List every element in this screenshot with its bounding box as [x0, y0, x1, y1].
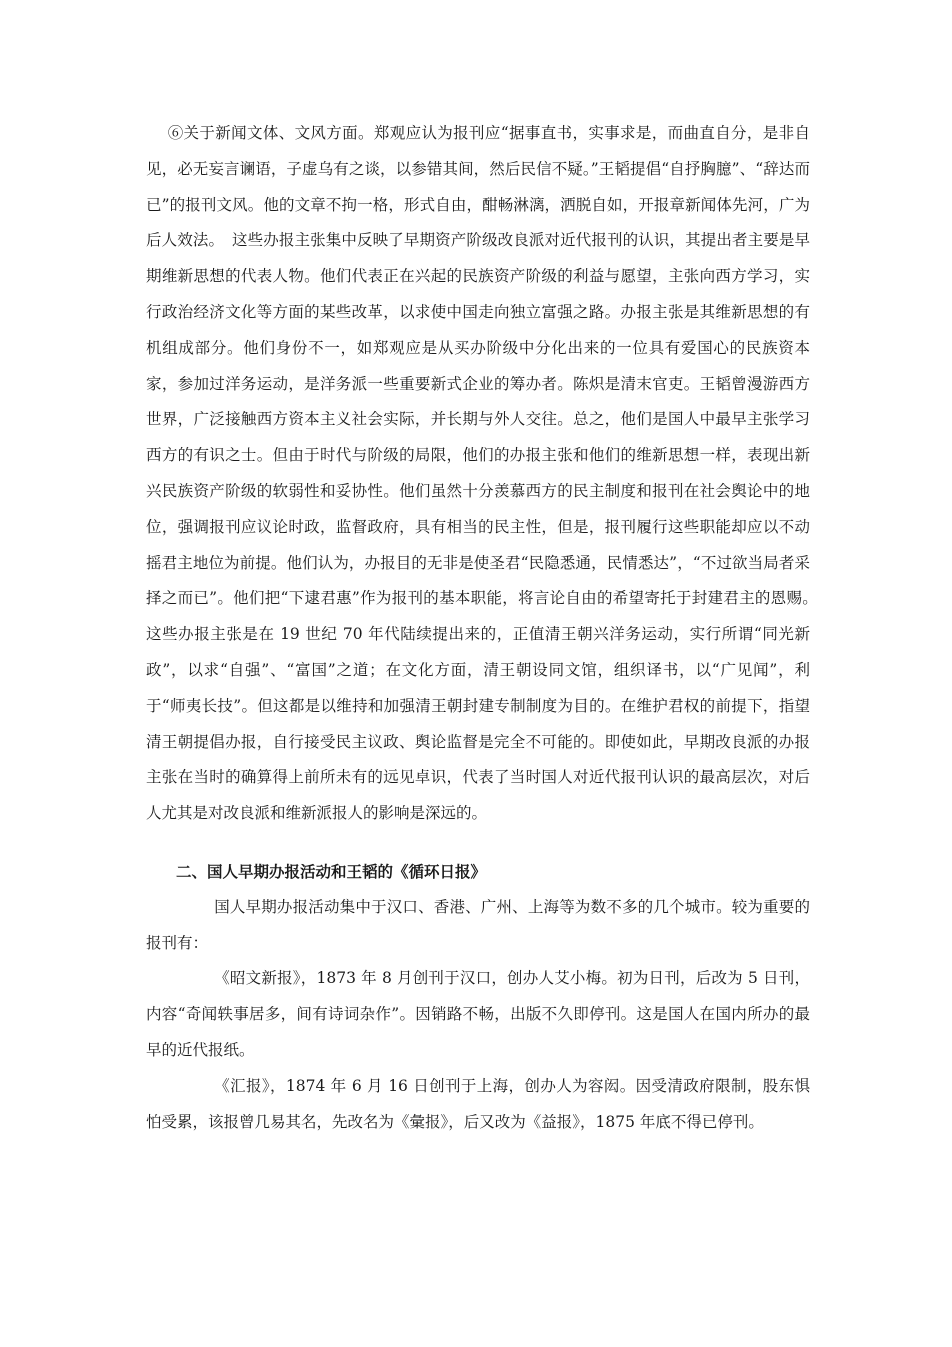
body-paragraph: 国人早期办报活动集中于汉口、香港、广州、上海等为数不多的几个城市。较为重要的报刊有： [146, 897, 810, 952]
body-paragraph: 《昭文新报》，1873 年 8 月创刊于汉口，创办人艾小梅。初为日刊，后改为 5 日刊，内容“奇闻轶事居多，间有诗词杂作”。因销路不畅，出版不久即停刊。这是国人在国内所办的最早的近代报纸。 [146, 969, 810, 1059]
section-spacer [146, 832, 810, 854]
body-paragraph: 《汇报》，1874 年 6 月 16 日创刊于上海，创办人为容闳。因受清政府限制，股东惧怕受累，该报曾几易其名，先改名为《彙报》，后又改为《益报》，1875 年底不得已停刊。 [146, 1076, 810, 1131]
document-page [146, 116, 826, 1140]
section-heading: 二、国人早期办报活动和王韬的《循环日报》 [176, 861, 487, 881]
body-paragraph: ⑥关于新闻文体、文风方面。郑观应认为报刊应“据事直书，实事求是，而曲直自分，是非自见，必无妄言谰语，子虚乌有之谈，以参错其间，然后民信不疑。”王韬提倡“自抒胸臆”、“辞达而已”的报刊文风。他的文章不拘一格，形式自由，酣畅淋漓，洒脱自如，开报章新闻体先河，广为后人效法。 这些办报主张集中反映了早期资产阶级改良派对近代报刊的认识，其提出者主要是早期维新思想的代表人物。他们代表正在兴起的民族资产阶级的利益与愿望，主张向西方学习，实行政治经济文化等方面的某些改革，以求使中国走向独立富强之路。办报主张是其维新思想的有机组成部分。他们身份不一，如郑观应是从买办阶级中分化出来的一位具有爱国心的民族资本家，参加过洋务运动，是洋务派一些重要新式企业的筹办者。陈炽是清末官吏。王韬曾漫游西方世界，广泛接触西方资本主义社会实际，并长期与外人交往。总之，他们是国人中最早主张学习西方的有识之士。但由于时代与阶级的局限，他们的办报主张和他们的维新思想一样，表现出新兴民族资产阶级的软弱性和妥协性。他们虽然十分羡慕西方的民主制度和报刊在社会舆论中的地位，强调报刊应议论时政，监督政府，具有相当的民主性，但是，报刊履行这些职能却应以不动摇君主地位为前提。他们认为，办报目的无非是使圣君“民隐悉通，民情悉达”，“不过欲当局者采择之而已”。他们把“下逮君惠”作为报刊的基本职能，将言论自由的希望寄托于封建君主的恩赐。 这些办报主张是在 19 世纪 70 年代陆续提出来的，正值清王朝兴洋务运动，实行所谓“同光新政”，以求“自强”、“富国”之道；在文化方面，清王朝设同文馆，组织译书，以“广见闻”，利于“师夷长技”。但这都是以维持和加强清王朝封建专制制度为目的。在维护君权的前提下，指望清王朝提倡办报，自行接受民主议政、舆论监督是完全不可能的。即使如此，早期改良派的办报主张在当时的确算得上前所未有的远见卓识，代表了当时国人对近代报刊认识的最高层次，对后人尤其是对改良派和维新派报人的影响是深远的。 [146, 124, 826, 823]
